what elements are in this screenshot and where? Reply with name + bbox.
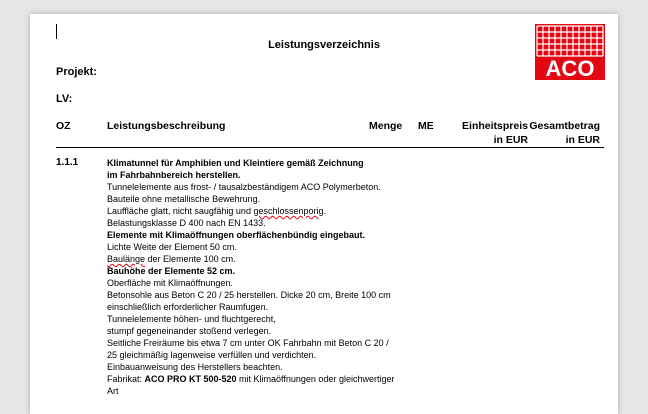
- description-line: Fabrikat: ACO PRO KT 500-520 mit Klimaöffnungen oder gleichwertiger: [107, 374, 395, 384]
- col-gesamtbetrag: Gesamtbetrag: [529, 120, 600, 132]
- description-line: Betonsohle aus Beton C 20 / 25 herstellen. Dicke 20 cm, Breite 100 cm: [107, 290, 391, 300]
- aco-logo-graphic: [535, 24, 605, 80]
- col-einheitspreis: Einheitspreis: [462, 120, 528, 132]
- col-menge: Menge: [369, 120, 403, 132]
- col-oz: OZ: [56, 120, 71, 132]
- col-gesamtbetrag-unit: in EUR: [565, 134, 600, 146]
- description-line: Belastungsklasse D 400 nach EN 1433.: [107, 218, 266, 228]
- description-line: Bauteile ohne metallische Bewehrung.: [107, 194, 261, 204]
- description-line: Art: [107, 386, 119, 396]
- aco-logo: [535, 24, 605, 80]
- description-line: 25 gleichmäßig lagenweise verfüllen und verdichten.: [107, 350, 317, 360]
- description-line: Lichte Weite der Element 50 cm.: [107, 242, 237, 252]
- header-rule: [56, 147, 604, 148]
- item-description: [107, 157, 547, 397]
- description-line: Elemente mit Klimaöffnungen oberflächenbündig eingebaut.: [107, 230, 366, 240]
- description-line: Oberfläche mit Klimaöffnungen.: [107, 278, 233, 288]
- description-line: Bauhöhe der Elemente 52 cm.: [107, 266, 236, 276]
- document-title: Leistungsverzeichnis: [268, 39, 380, 51]
- projekt-label: Projekt:: [56, 66, 97, 78]
- description-line: stumpf gegeneinander stoßend verlegen.: [107, 326, 272, 336]
- text-cursor: [56, 24, 57, 39]
- description-line: Seitliche Freiräume bis etwa 7 cm unter OK Fahrbahn mit Beton C 20 /: [107, 338, 389, 348]
- description-line: im Fahrbahnbereich herstellen.: [107, 170, 241, 180]
- description-line: Klimatunnel für Amphibien und Kleintiere gemäß Zeichnung: [107, 158, 364, 168]
- description-line: Lauffläche glatt, nicht saugfähig und geschlossenporig.: [107, 206, 327, 216]
- col-me: ME: [418, 120, 434, 132]
- description-line: Einbauanweisung des Herstellers beachten.: [107, 362, 283, 372]
- lv-label: LV:: [56, 93, 73, 105]
- description-line: Tunnelelemente höhen- und fluchtgerecht,: [107, 314, 276, 324]
- description-line: Baulänge der Elemente 100 cm.: [107, 254, 236, 264]
- logo-text: ACO: [545, 56, 595, 80]
- document-page: [30, 14, 618, 414]
- col-beschreibung: Leistungsbeschreibung: [107, 120, 226, 132]
- item-oz: 1.1.1: [56, 157, 79, 168]
- description-line: Tunnelelemente aus frost- / tausalzbeständigem ACO Polymerbeton.: [107, 182, 381, 192]
- description-line: einschließlich erforderlicher Raumfugen.: [107, 302, 269, 312]
- col-einheitspreis-unit: in EUR: [493, 134, 528, 146]
